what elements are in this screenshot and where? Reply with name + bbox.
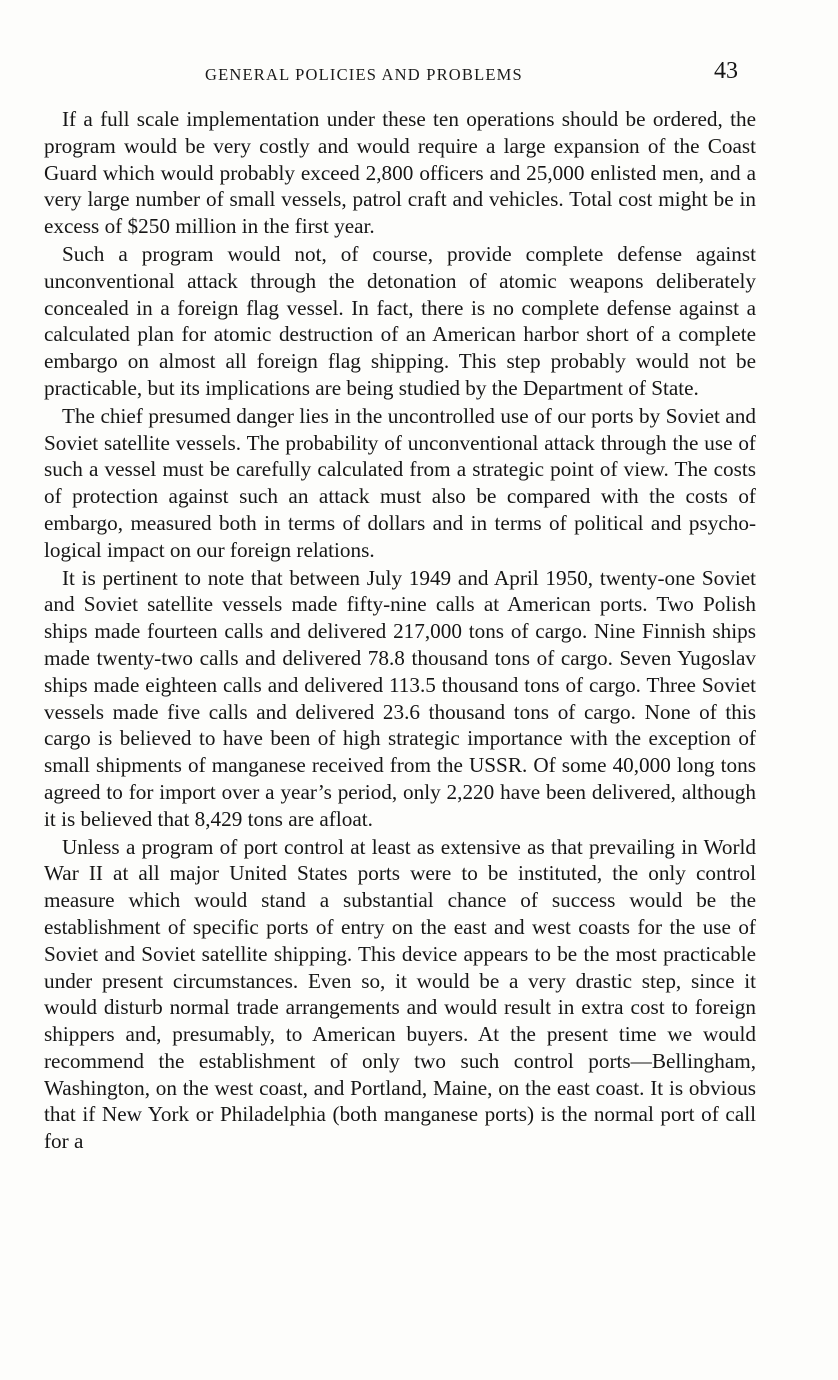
paragraph-program-cost: If a full scale implementation under these ten operations should be ordered, the program would be very costly and would require a large expansion of the Coast Guard which would probably exceed 2,800 officers and 25,000 enlisted men, and a very large number of small vessels, patrol craft and vehicles. Total cost might be in excess of $250 million in the first year. bbox=[44, 107, 756, 239]
paragraph-soviet-ports: The chief presumed danger lies in the uncontrolled use of our ports by Soviet and Soviet satellite vessels. The probability of unconventional attack through the use of such a vessel must be carefully calculated from a strategic point of view. The costs of protection against such an attack must also be compared with the costs of embargo, measured both in terms of dollars and in terms of political and psychological impact on our foreign relations. bbox=[44, 403, 756, 562]
paragraph-atomic-defense: Such a program would not, of course, provide complete defense against unconventional attack through the detonation of atomic weapons deliberately concealed in a foreign flag vessel. In fact, there is no complete defense against a calculated plan for atomic destruction of an American harbor short of a complete embargo on almost all foreign flag shipping. This step probably would not be practicable, but its implications are being studied by the Department of State. bbox=[44, 241, 756, 400]
running-header bbox=[0, 58, 838, 88]
paragraph-vessel-calls: It is pertinent to note that between July 1949 and April 1950, twenty-one Soviet and Soviet satellite vessels made fifty-nine calls at American ports. Two Polish ships made fourteen calls and delivered 217,000 tons of cargo. Nine Finnish ships made twenty-two calls and delivered 78.8 thousand tons of cargo. Seven Yugoslav ships made eighteen calls and delivered 113.5 thousand tons of cargo. Three Soviet vessels made five calls and delivered 23.6 thousand tons of cargo. None of this cargo is believed to have been of high strategic importance with the exception of small shipments of manganese received from the USSR. Of some 40,000 long tons agreed to for import over a year’s period, only 2,220 have been delivered, although it is believed that 8,429 tons are afloat. bbox=[44, 565, 756, 831]
page-number: 43 bbox=[714, 58, 738, 84]
running-title: GENERAL POLICIES AND PROBLEMS bbox=[205, 65, 523, 84]
paragraph-port-control: Unless a program of port control at least as extensive as that prevailing in World War II at all major United States ports were to be instituted, the only control measure which would stand a substantial chance of success would be the establishment of specific ports of entry on the east and west coasts for the use of Soviet and Soviet satellite shipping. This device appears to be the most practicable under present circumstances. Even so, it would be a very drastic step, since it would disturb normal trade arrangements and would result in extra cost to foreign shippers and, presumably, to American buyers. At the present time we would recommend the establishment of only two such control ports—Bellingham, Washington, on the west coast, and Portland, Maine, on the east coast. It is obvious that if New York or Philadelphia (both manganese ports) is the normal port of call for a bbox=[44, 834, 756, 1154]
body-text bbox=[44, 106, 756, 1156]
